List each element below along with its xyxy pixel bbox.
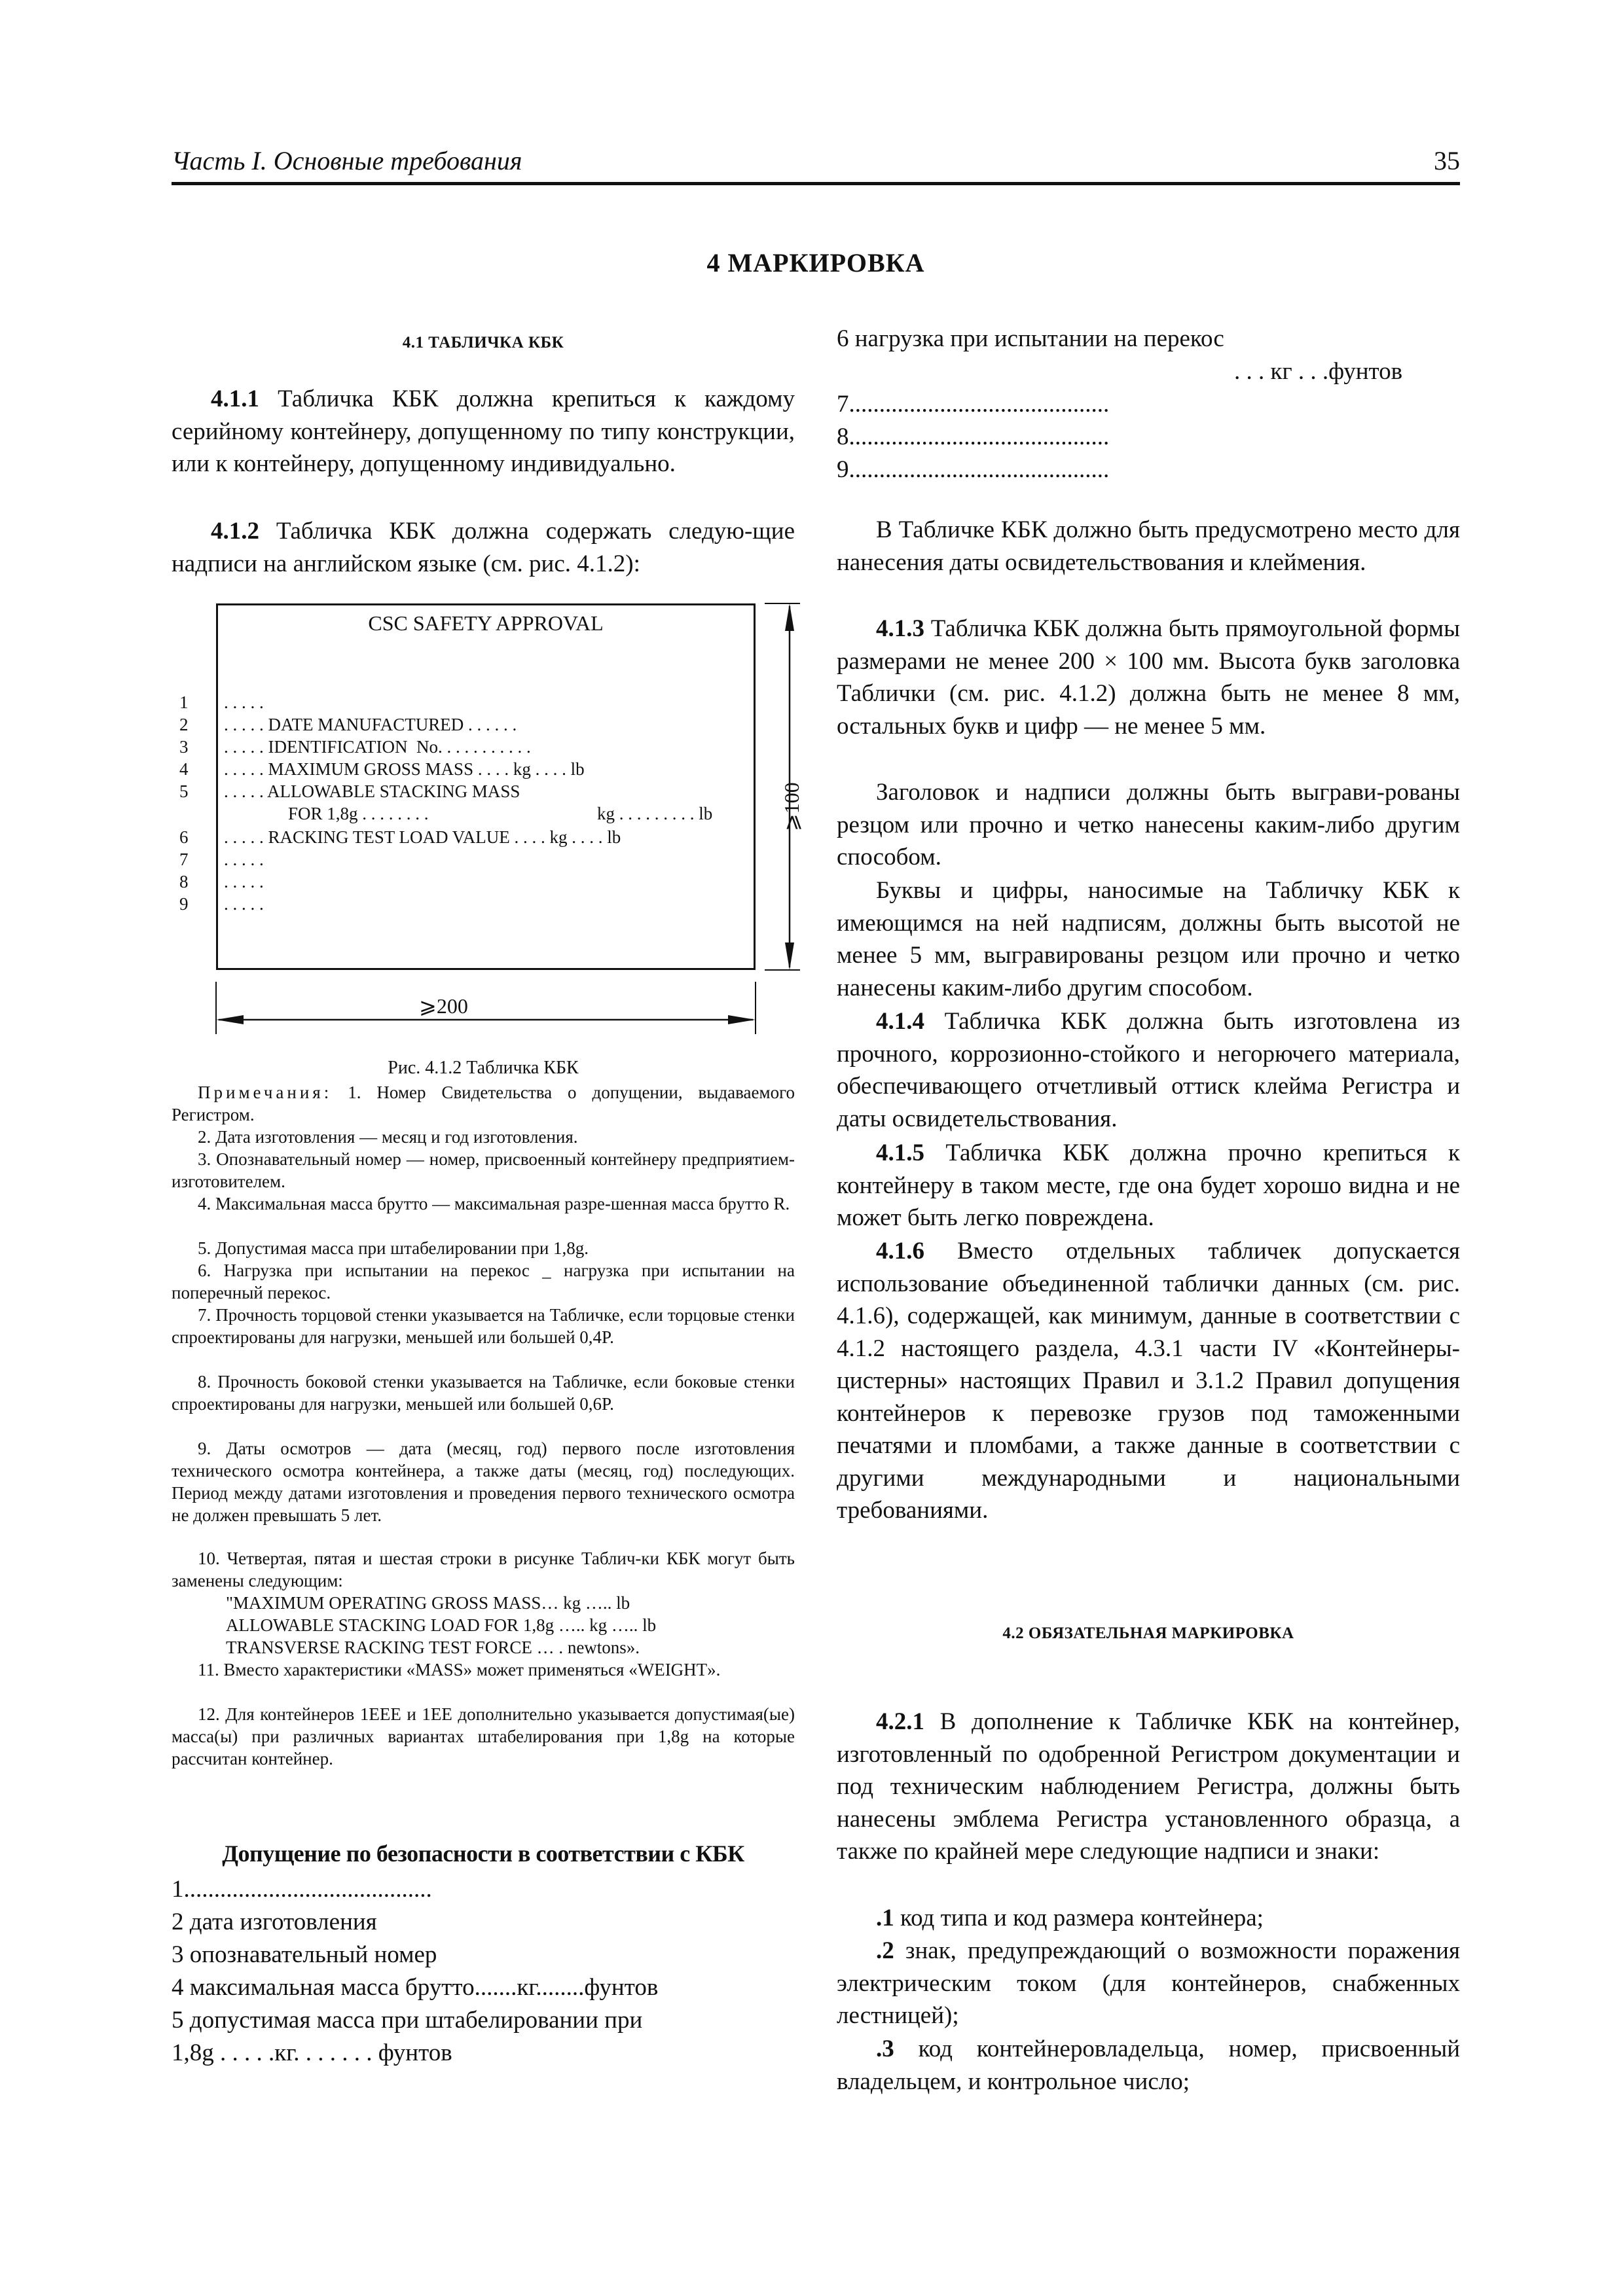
note-5: 5. Допустимая масса при штабелировании при 1,8g. — [198, 1238, 589, 1258]
plate-title: CSC SAFETY APPROVAL — [368, 611, 604, 635]
item-text: знак, предупреждающий о возможности поражения электрическим током (для контейнеров, снабженных лестницей); — [837, 1937, 1460, 2029]
note-10-line-3: TRANSVERSE RACKING TEST FORCE … . newtons». — [226, 1638, 640, 1657]
running-title: Часть I. Основные требования — [172, 146, 522, 175]
note-text: 1. Номер Свидетельства о допущении, выдаваемого Регистром. — [172, 1083, 795, 1124]
clause-number: 4.1.1 — [211, 386, 259, 412]
plate-row-number: 2 — [179, 715, 189, 734]
csc-approval-heading: Допущение по безопасности в соответствии с КБК — [222, 1840, 744, 1867]
paragraph-4-2-1 — [837, 1706, 1460, 1868]
csc-line-6: 6 нагрузка при испытании на перекос — [837, 325, 1224, 352]
paragraph-text: Табличка КБК должна быть изготовлена из прочного, коррозионно-стойкого и негорючего материала, обеспечивающего отчетливый оттиск клейма Регистра и даты освидетельствования. — [837, 1008, 1460, 1132]
notes-label: Примечания: — [198, 1083, 333, 1102]
plate-row-number: 1 — [179, 692, 189, 712]
note-10-line-2: ALLOWABLE STACKING LOAD FOR 1,8g ….. kg ….. lb — [226, 1615, 657, 1635]
plate-row-number: 6 — [179, 827, 189, 847]
width-dimension-label: ⩾200 — [419, 994, 468, 1018]
paragraph-text: Вместо отдельных табличек допускается использование объединенной таблички данных (см. рис. 4.1.6), содержащей, как минимум, данные в соответствии с 4.1.2 настоящего раздела, 4.3.1 части IV «Контейнеры-цистерны» настоящих Правил и 3.1.2 Правил допущения контейнеров к перевозке грузов под таможенными печатями и пломбами, а также данные в соответствии с другими международными и национальными требованиями. — [837, 1238, 1460, 1524]
clause-number: 4.1.3 — [876, 615, 924, 642]
plate-row-number: 9 — [179, 894, 189, 914]
paragraph-text: Табличка КБК должна содержать следую-щие надписи на английском языке (см. рис. 4.1.2): — [172, 518, 795, 577]
plate-line-1: . . . . . — [224, 692, 264, 712]
item-number: .3 — [876, 2036, 894, 2062]
clause-number: 4.1.5 — [876, 1139, 924, 1166]
csc-line-5: 5 допустимая масса при штабелировании при — [172, 2007, 643, 2034]
csc-line-5b: 1,8g . . . . .кг. . . . . . . фунтов — [172, 2039, 452, 2066]
plate-line-7: . . . . . — [224, 850, 264, 869]
plate-line-5c: kg . . . . . . . . . lb — [597, 804, 713, 823]
note-10-line-1: "MAXIMUM OPERATING GROSS MASS… kg ….. lb — [226, 1593, 630, 1613]
height-dimension-label: ⩾100 — [780, 782, 803, 831]
plate-line-5b: FOR 1,8g . . . . . . . . — [288, 804, 429, 823]
plate-line-9: . . . . . — [224, 894, 264, 914]
note-2: 2. Дата изготовления — месяц и год изготовления. — [198, 1127, 578, 1147]
paragraph-text: В дополнение к Табличке КБК на контейнер, изготовленный по одобренной Регистром документации и под техническим наблюдением Регистра, должны быть нанесены эмблема Регистра установленного образца, а также по крайней мере следующие надписи и знаки: — [837, 1708, 1460, 1865]
csc-line-9: 9........................................... — [837, 456, 1110, 483]
plate-line-3: . . . . . IDENTIFICATION No. . . . . . . . . . . — [224, 737, 531, 757]
section-title: 4 МАРКИРОВКА — [706, 248, 925, 278]
clause-number: 4.2.1 — [876, 1708, 924, 1735]
paragraph-4-1-5 — [837, 1137, 1460, 1234]
clause-number: 4.1.4 — [876, 1008, 924, 1035]
csc-line-6b: . . . кг . . .фунтов — [1234, 358, 1403, 385]
note-7: 7. Прочность торцовой стенки указывается на Табличке, если торцовые стенки спроектированы для нагрузки, меньшей или большей 0,4P. — [172, 1305, 795, 1347]
list-item-3 — [837, 2033, 1460, 2098]
item-number: .2 — [876, 1937, 894, 1964]
paragraph-letters: Буквы и цифры, наносимые на Табличку КБК к имеющимся на ней надписям, должны быть высотой не менее 5 мм, выгравированы резцом или прочно и четко нанесены каким-либо другим способом. — [837, 877, 1460, 1001]
paragraph-text: Табличка КБК должна быть прямоугольной формы размерами не менее 200 × 100 мм. Высота букв заголовка Таблички (см. рис. 4.1.2) должна быть не менее 8 мм, остальных букв и цифр — не менее 5 мм. — [837, 615, 1460, 740]
note-3: 3. Опознавательный номер — номер, присвоенный контейнеру предприятием-изготовителем. — [172, 1149, 795, 1191]
note-11: 11. Вместо характеристики «MASS» может применяться «WEIGHT». — [198, 1660, 721, 1679]
paragraph-text: Табличка КБК должна прочно крепиться к контейнеру в таком месте, где она будет хорошо видна и не может быть легко повреждена. — [837, 1139, 1460, 1231]
plate-line-2: . . . . . DATE MANUFACTURED . . . . . . — [224, 715, 517, 734]
plate-row-number: 5 — [179, 781, 189, 801]
csc-line-7: 7........................................... — [837, 391, 1110, 418]
item-text: код типа и код размера контейнера; — [894, 1905, 1264, 1931]
plate-line-5: . . . . . ALLOWABLE STACKING MASS — [224, 781, 520, 801]
csc-line-2: 2 дата изготовления — [172, 1909, 377, 1935]
figure-caption: Рис. 4.1.2 Табличка КБК — [388, 1058, 579, 1078]
plate-row-number: 4 — [179, 759, 189, 779]
note-8: 8. Прочность боковой стенки указывается на Табличке, если боковые стенки спроектированы для нагрузки, меньшей или большей 0,6P. — [172, 1372, 795, 1414]
clause-number: 4.1.2 — [211, 518, 259, 545]
subsection-title-4-1: 4.1 ТАБЛИЧКА КБК — [402, 334, 564, 351]
paragraph-4-1-4 — [837, 1005, 1460, 1135]
paragraph-4-1-3 — [837, 613, 1460, 742]
plate-line-4: . . . . . MAXIMUM GROSS MASS . . . . kg . . . . lb — [224, 759, 585, 779]
paragraph-4-1-6 — [837, 1235, 1460, 1527]
csc-line-3: 3 опознавательный номер — [172, 1941, 437, 1968]
note-12: 12. Для контейнеров 1EEE и 1EE дополнительно указывается допустимая(ые) масса(ы) при различных вариантах штабелирования при 1,8g на которые рассчитан контейнер. — [172, 1704, 795, 1768]
list-item-1 — [837, 1902, 1460, 1935]
note-10: 10. Четвертая, пятая и шестая строки в рисунке Таблич-ки КБК могут быть заменены следующим: — [172, 1549, 795, 1590]
plate-row-number: 8 — [179, 872, 189, 891]
csc-line-8: 8........................................... — [837, 423, 1110, 450]
paragraph-text: Табличка КБК должна крепиться к каждому серийному контейнеру, допущенному по типу конструкции, или к контейнеру, допущенному индивидуально. — [172, 386, 795, 477]
paragraph-engraving: Заголовок и надписи должны быть выграви-рованы резцом или прочно и четко нанесены каким-либо другим способом. — [837, 779, 1460, 870]
plate-row-number: 3 — [179, 737, 189, 757]
note-4: 4. Максимальная масса брутто — максимальная разре-шенная масса брутто R. — [198, 1194, 790, 1213]
list-item-2 — [837, 1935, 1460, 2032]
csc-line-1: 1......................................... — [172, 1876, 432, 1903]
csc-line-4: 4 максимальная масса брутто.......кг........фунтов — [172, 1974, 659, 2001]
item-text: код контейнеровладельца, номер, присвоенный владельцем, и контрольное число; — [837, 2036, 1460, 2095]
note-1 — [172, 1081, 795, 1126]
note-6: 6. Нагрузка при испытании на перекос _ нагрузка при испытании на поперечный перекос. — [172, 1261, 795, 1302]
plate-row-number: 7 — [179, 850, 189, 869]
item-number: .1 — [876, 1905, 894, 1931]
paragraph-date-place: В Табличке КБК должно быть предусмотрено место для нанесения даты освидетельствования и клеймения. — [837, 516, 1460, 576]
clause-number: 4.1.6 — [876, 1238, 924, 1265]
plate-line-8: . . . . . — [224, 872, 264, 891]
subsection-title-4-2: 4.2 ОБЯЗАТЕЛЬНАЯ МАРКИРОВКА — [1002, 1624, 1294, 1642]
page-number: 35 — [1434, 146, 1460, 175]
plate-line-6: . . . . . RACKING TEST LOAD VALUE . . . . kg . . . . lb — [224, 827, 621, 847]
note-9: 9. Даты осмотров — дата (месяц, год) первого после изготовления технического осмотра контейнера, а также даты (месяц, год) последующих. Период между датами изготовления и проведения первого технического осмотра не должен превышать 5 лет. — [172, 1439, 795, 1525]
